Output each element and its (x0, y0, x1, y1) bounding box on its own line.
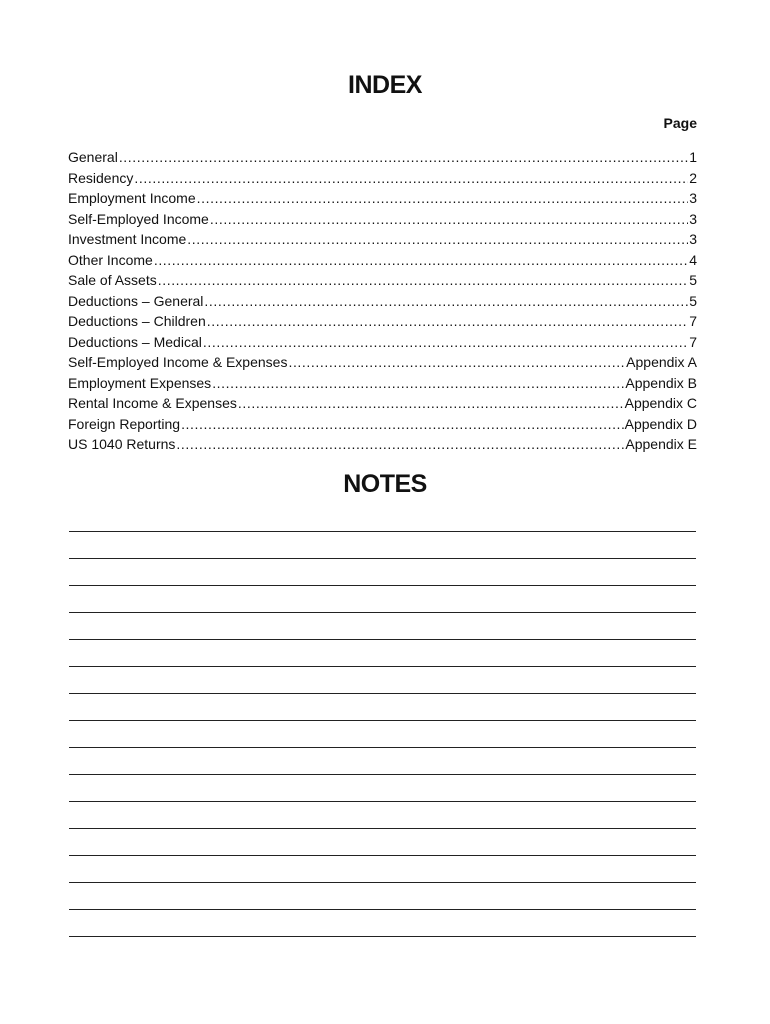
index-entry-page: 3 (689, 231, 697, 247)
index-entry-page: 7 (689, 333, 697, 350)
index-entry-foreign-reporting (68, 414, 697, 435)
index-entry-page: 2 (689, 169, 697, 186)
dot-leader (197, 188, 689, 209)
index-entry-rental-income-expenses (68, 393, 697, 414)
dot-leader (158, 270, 688, 291)
dot-leader (154, 250, 688, 271)
index-entry-label: US 1040 Returns (68, 436, 176, 452)
index-entry-sale-of-assets (68, 270, 697, 291)
dot-leader (176, 434, 624, 455)
index-entry-label: Sale of Assets (68, 272, 157, 288)
index-entry-page: 1 (689, 149, 697, 165)
index-entry-label: Employment Expenses (68, 374, 212, 391)
index-entry-page: 3 (689, 210, 697, 227)
note-line (69, 747, 696, 774)
page-column-header: Page (663, 115, 697, 131)
note-line (69, 585, 696, 612)
index-entry-label: Rental Income & Expenses (68, 395, 237, 411)
index-entry-label: Residency (68, 169, 134, 186)
index-entry-page: 7 (689, 313, 697, 329)
index-entry-employment-expenses (68, 373, 697, 394)
dot-leader (119, 147, 688, 168)
index-entry-label: Self-Employed Income (68, 210, 209, 227)
note-line (69, 909, 696, 936)
dot-leader (210, 209, 688, 230)
dot-leader (238, 393, 624, 414)
index-entry-label: Deductions – Children (68, 313, 206, 329)
note-line (69, 855, 696, 882)
dot-leader (187, 229, 688, 250)
index-entry-investment-income (68, 229, 697, 250)
index-entry-page: 4 (689, 251, 697, 268)
note-line (69, 531, 696, 558)
note-line (69, 558, 696, 585)
index-entry-employment-income (68, 188, 697, 209)
notes-writing-area (69, 531, 696, 963)
notes-title: NOTES (343, 470, 427, 498)
index-entry-page: 5 (689, 272, 697, 288)
index-list (68, 147, 697, 455)
index-entry-page: Appendix A (626, 354, 697, 370)
index-entry-label: Employment Income (68, 190, 196, 206)
index-entry-page: Appendix C (624, 395, 697, 411)
note-line (69, 612, 696, 639)
dot-leader (288, 352, 625, 373)
note-line (69, 882, 696, 909)
dot-leader (134, 168, 688, 189)
note-line (69, 639, 696, 666)
index-entry-label: Self-Employed Income & Expenses (68, 354, 288, 370)
index-entry-label: Foreign Reporting (68, 415, 181, 432)
index-entry-deductions-children (68, 311, 697, 332)
index-entry-other-income (68, 250, 697, 271)
index-entry-label: Deductions – Medical (68, 333, 202, 350)
index-entry-deductions-medical (68, 332, 697, 353)
index-entry-label: General (68, 149, 118, 165)
index-entry-self-employed-income (68, 209, 697, 230)
index-entry-page: Appendix E (625, 436, 697, 452)
dot-leader (203, 332, 688, 353)
note-line (69, 774, 696, 801)
index-title: INDEX (348, 71, 422, 99)
index-entry-self-employed-income-expenses (68, 352, 697, 373)
note-line (69, 720, 696, 747)
index-entry-general (68, 147, 697, 168)
note-line (69, 828, 696, 855)
dot-leader (204, 291, 688, 312)
index-entry-label: Deductions – General (68, 292, 204, 309)
index-entry-page: 5 (689, 292, 697, 309)
note-line (69, 801, 696, 828)
index-entry-page: Appendix D (624, 415, 697, 432)
dot-leader (212, 373, 624, 394)
index-entry-residency (68, 168, 697, 189)
note-line (69, 693, 696, 720)
index-entry-page: 3 (689, 190, 697, 206)
index-entry-us-1040-returns (68, 434, 697, 455)
index-entry-deductions-general (68, 291, 697, 312)
dot-leader (181, 414, 624, 435)
index-entry-label: Investment Income (68, 231, 187, 247)
index-entry-page: Appendix B (625, 374, 697, 391)
note-line (69, 666, 696, 693)
index-entry-label: Other Income (68, 251, 153, 268)
dot-leader (207, 311, 688, 332)
note-line (69, 936, 696, 963)
